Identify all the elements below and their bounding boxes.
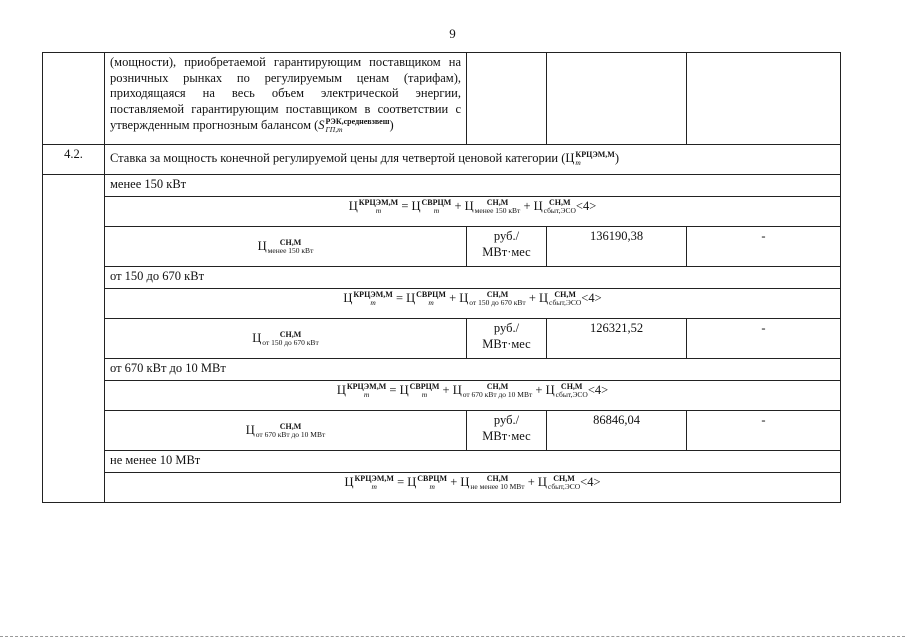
section-title-cell [105,145,841,175]
section-title: Ставка за мощность конечной регулируемой цены для четвертой ценовой категории ( [110,151,566,165]
group-label: не менее 10 МВт [105,451,841,473]
value-cell: 86846,04 [547,411,687,451]
intro-script: РЭК,средневзвеш ГП,m [325,116,390,134]
group-label: от 670 кВт до 10 МВт [105,359,841,381]
unit-cell: руб./ МВт·мес [467,319,547,359]
empty-unit-cell [467,53,547,145]
section-number-spacer [43,175,105,503]
intro-text: (мощности), приобретаемой гарантирующим поставщиком на розничных рынках по регулируемым ценам (тарифам), приходящаяся на весь объем электрической энергии, поставляемой гарантирующим поставщиком в соответствии с утвержденным прогнозным балансом ( [110,55,461,132]
intro-close: ) [389,117,394,132]
rate-symbol-cell: Ц СН,М менее 150 кВт [105,227,467,267]
formula-row [43,473,841,503]
page-number: 9 [449,26,456,41]
formula: Ц КРЦЭМ,М m = Ц СВРЦМ m + Ц СН,М менее 150 кВт + Ц СН,М сбыт,ЭСО <4> [105,197,841,227]
group-label-row [43,267,841,289]
intro-symbol: S [318,117,325,132]
extra-cell: - [687,319,841,359]
formula-row [43,289,841,319]
value-cell: 136190,38 [547,227,687,267]
value-cell: 126321,52 [547,319,687,359]
empty-extra-cell [687,53,841,145]
formula: Ц КРЦЭМ,М m = Ц СВРЦМ m + Ц СН,М от 150 до 670 кВт + Ц СН,М сбыт,ЭСО <4> [105,289,841,319]
empty-value-cell [547,53,687,145]
rate-symbol-cell: Ц СН,М от 150 до 670 кВт [105,319,467,359]
formula-row [43,381,841,411]
extra-cell: - [687,227,841,267]
value-row [43,227,841,267]
tariff-table [42,52,841,503]
section-title-close: ) [614,151,620,165]
formula: Ц КРЦЭМ,М m = Ц СВРЦМ m + Ц СН,М не менее 10 МВт + Ц СН,М сбыт,ЭСО <4> [105,473,841,503]
rate-symbol-cell: Ц СН,М от 670 кВт до 10 МВт [105,411,467,451]
unit-cell: руб./ МВт·мес [467,411,547,451]
section-title-symbol: Ц [565,151,575,165]
intro-text-cell [105,53,467,145]
section-title-script: КРЦЭМ,М m [575,150,615,168]
group-label-row [43,175,841,197]
group-label: менее 150 кВт [105,175,841,197]
group-label-row [43,451,841,473]
formula: Ц КРЦЭМ,М m = Ц СВРЦМ m + Ц СН,М от 670 кВт до 10 МВт + Ц СН,М сбыт,ЭСО <4> [105,381,841,411]
section-row [43,145,841,175]
unit-cell: руб./ МВт·мес [467,227,547,267]
empty-number-cell [43,53,105,145]
bottom-rule [0,636,905,638]
value-row [43,411,841,451]
value-row [43,319,841,359]
formula-row [43,197,841,227]
intro-row [43,53,841,145]
group-label-row [43,359,841,381]
group-label: от 150 до 670 кВт [105,267,841,289]
extra-cell: - [687,411,841,451]
section-number: 4.2. [43,145,105,175]
